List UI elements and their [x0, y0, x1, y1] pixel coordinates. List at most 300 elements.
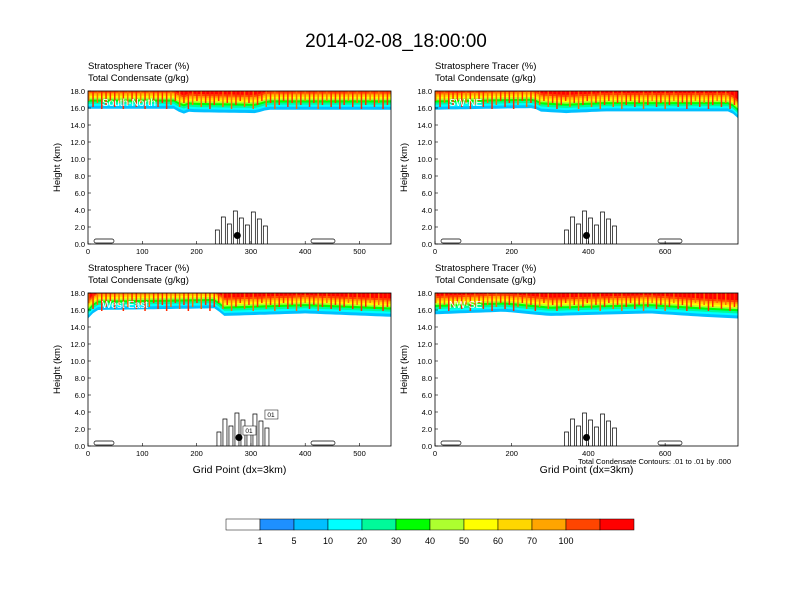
tracer-streak	[205, 91, 207, 103]
condensate-contour	[94, 239, 114, 243]
tracer-streak	[734, 91, 736, 105]
tracer-streak	[703, 91, 705, 103]
tracer-streak	[326, 91, 328, 101]
tracer-streak	[192, 91, 194, 105]
tracer-streak	[248, 293, 250, 305]
y-tick-label: 10.0	[70, 357, 85, 366]
tracer-streak	[339, 293, 341, 311]
panel-title: Stratosphere Tracer (%)	[435, 61, 537, 72]
tracer-streak	[587, 293, 589, 303]
y-tick-label: 8.0	[74, 172, 85, 181]
tracer-streak	[439, 91, 441, 107]
tracer-streak	[352, 293, 354, 309]
colorbar-label: 40	[424, 536, 436, 546]
tracer-streak	[504, 293, 506, 309]
panel-subtitle: Total Condensate (g/kg)	[88, 73, 189, 84]
colorbar-label: 50	[458, 536, 470, 546]
tracer-streak	[630, 91, 632, 101]
tracer-streak	[279, 293, 281, 307]
tracer-streak	[725, 293, 727, 305]
tracer-streak	[578, 293, 580, 311]
x-axis-label: Grid Point (dx=3km)	[192, 464, 287, 476]
colorbar-label: 10	[322, 536, 334, 546]
colorbar-swatch	[600, 519, 634, 530]
tracer-streak	[539, 293, 541, 307]
tracer-streak	[92, 293, 94, 309]
tracer-streak	[296, 293, 298, 311]
contour-label: 01	[267, 412, 275, 419]
y-tick-label: 12.0	[70, 138, 85, 147]
y-tick-label: 10.0	[417, 357, 432, 366]
condensate-contour	[215, 211, 267, 244]
tracer-streak	[483, 91, 485, 107]
tracer-streak	[196, 293, 198, 303]
x-tick-label: 200	[505, 247, 518, 256]
tracer-streak	[304, 293, 306, 303]
condensate-contour	[658, 441, 682, 445]
tracer-streak	[638, 91, 640, 103]
tracer-streak	[712, 293, 714, 307]
tracer-streak	[444, 293, 446, 305]
tracer-streak	[439, 293, 441, 309]
tracer-streak	[582, 293, 584, 307]
tracer-streak	[214, 91, 216, 105]
tracer-streak	[97, 91, 99, 103]
tracer-streak	[361, 293, 363, 311]
tracer-streak	[188, 91, 190, 109]
tracer-streak	[600, 91, 602, 109]
tracer-streak	[695, 293, 697, 303]
y-tick-label: 4.0	[74, 206, 85, 215]
tracer-streak	[656, 91, 658, 107]
tracer-streak	[300, 91, 302, 105]
tracer-streak	[352, 91, 354, 107]
tracer-streak	[509, 91, 511, 103]
y-tick-label: 10.0	[417, 155, 432, 164]
tracer-streak	[669, 91, 671, 105]
panel-location-label: SW-NE	[449, 98, 483, 109]
colorbar-label: 100	[558, 536, 574, 546]
tracer-streak	[183, 293, 185, 305]
tracer-streak	[335, 91, 337, 103]
tracer-streak	[543, 91, 545, 101]
tracer-streak	[582, 91, 584, 105]
tracer-streak	[317, 91, 319, 109]
tracer-streak	[231, 293, 233, 311]
tracer-streak	[526, 293, 528, 309]
x-tick-label: 100	[136, 449, 149, 458]
tracer-streak	[382, 293, 384, 311]
x-tick-label: 500	[353, 449, 366, 458]
condensate-contour	[441, 239, 461, 243]
tracer-streak	[175, 91, 177, 101]
tracer-streak	[595, 293, 597, 305]
colorbar-label: 30	[390, 536, 402, 546]
x-tick-label: 400	[582, 247, 595, 256]
tracer-streak	[539, 91, 541, 105]
tracer-streak	[348, 91, 350, 101]
tracer-streak	[496, 91, 498, 105]
tracer-streak	[522, 293, 524, 303]
tracer-streak	[378, 293, 380, 305]
tracer-streak	[287, 293, 289, 309]
x-tick-label: 600	[658, 247, 672, 256]
tracer-streak	[369, 91, 371, 101]
tracer-streak	[686, 293, 688, 311]
tracer-streak	[634, 293, 636, 309]
tracer-streak	[227, 91, 229, 103]
colorbar-swatch	[328, 519, 362, 530]
tracer-streak	[591, 91, 593, 107]
tracer-streak	[543, 293, 545, 303]
tracer-streak	[591, 293, 593, 309]
tracer-streak	[626, 91, 628, 105]
tracer-streak	[374, 293, 376, 309]
tracer-streak	[309, 293, 311, 309]
tracer-streak	[166, 293, 168, 311]
colorbar-label: 5	[291, 536, 297, 546]
tracer-streak	[300, 293, 302, 307]
tracer-streak	[296, 91, 298, 109]
y-tick-label: 6.0	[421, 189, 432, 198]
colorbar-swatch	[396, 519, 430, 530]
tracer-streak	[651, 293, 653, 303]
tracer-streak	[149, 293, 151, 307]
tracer-streak	[192, 293, 194, 307]
tracer-streak	[600, 293, 602, 311]
y-tick-label: 4.0	[421, 408, 432, 417]
y-tick-label: 6.0	[421, 391, 432, 400]
y-tick-label: 2.0	[421, 223, 432, 232]
tracer-streak	[227, 293, 229, 305]
tracer-streak	[613, 293, 615, 309]
tracer-streak	[231, 91, 233, 109]
tracer-streak	[535, 293, 537, 311]
tracer-streak	[556, 293, 558, 311]
tracer-streak	[188, 293, 190, 311]
condensate-contours	[94, 413, 335, 446]
y-tick-label: 8.0	[74, 374, 85, 383]
tracer-streak	[444, 91, 446, 103]
tracer-streak	[604, 293, 606, 307]
tracer-streak	[660, 293, 662, 305]
tracer-streak	[365, 91, 367, 105]
colorbar-swatch	[532, 519, 566, 530]
y-tick-label: 6.0	[74, 391, 85, 400]
y-tick-label: 8.0	[421, 172, 432, 181]
tracer-streak	[240, 91, 242, 101]
condensate-contour	[311, 239, 335, 243]
y-tick-label: 16.0	[417, 104, 432, 113]
tracer-streak	[257, 293, 259, 307]
condensate-contours	[441, 413, 682, 446]
tracer-streak	[695, 91, 697, 101]
tracer-streak	[361, 91, 363, 109]
tracer-streak	[708, 293, 710, 311]
x-tick-label: 0	[85, 247, 91, 256]
colorbar-swatch	[498, 519, 532, 530]
tracer-streak	[201, 293, 203, 309]
tracer-streak	[651, 91, 653, 101]
condensate-contours	[94, 211, 335, 244]
tracer-streak	[162, 293, 164, 305]
tracer-streak	[253, 293, 255, 311]
tracer-streak	[205, 293, 207, 305]
panel-subtitle: Total Condensate (g/kg)	[435, 275, 536, 286]
colorbar-swatch	[362, 519, 396, 530]
tracer-streak	[261, 293, 263, 303]
tracer-streak	[656, 293, 658, 309]
tracer-streak	[387, 293, 389, 307]
colorbar-swatch	[430, 519, 464, 530]
tracer-streak	[500, 293, 502, 303]
location-marker	[583, 232, 590, 239]
colorbar-swatch	[566, 519, 600, 530]
tracer-streak	[526, 91, 528, 107]
tracer-streak	[201, 91, 203, 107]
tracer-streak	[634, 91, 636, 107]
tracer-streak	[222, 91, 224, 107]
tracer-streak	[690, 293, 692, 307]
colorbar-label: 70	[526, 536, 538, 546]
panel-1	[52, 87, 391, 256]
tracer-streak	[569, 293, 571, 309]
tracer-streak	[253, 91, 255, 109]
tracer-streak	[673, 293, 675, 303]
contour-note: Total Condensate Contours: .01 to .01 by .000	[578, 457, 732, 466]
tracer-streak	[335, 293, 337, 305]
tracer-streak	[322, 293, 324, 307]
tracer-streak	[574, 91, 576, 103]
y-tick-label: 8.0	[421, 374, 432, 383]
y-tick-label: 14.0	[70, 121, 85, 130]
plot-frame	[88, 293, 391, 446]
tracer-streak	[387, 91, 389, 105]
tracer-streak	[535, 91, 537, 109]
panel-4	[399, 289, 738, 476]
tracer-streak	[283, 91, 285, 101]
y-tick-label: 2.0	[74, 425, 85, 434]
tracer-streak	[729, 91, 731, 109]
tracer-streak	[500, 91, 502, 101]
tracer-streak	[552, 91, 554, 103]
tracer-streak	[734, 293, 736, 307]
y-tick-label: 10.0	[70, 155, 85, 164]
tracer-streak	[487, 293, 489, 305]
tracer-streak	[196, 91, 198, 101]
condensate-contour	[311, 441, 335, 445]
tracer-streak	[274, 293, 276, 311]
colorbar-swatch	[226, 519, 260, 530]
x-tick-label: 400	[298, 247, 312, 256]
panel-title: Stratosphere Tracer (%)	[88, 61, 190, 72]
tracer-streak	[509, 293, 511, 305]
tracer-streak	[587, 91, 589, 101]
tracer-streak	[708, 91, 710, 109]
x-tick-label: 200	[190, 247, 203, 256]
tracer-streak	[517, 293, 519, 307]
location-marker	[583, 434, 590, 441]
tracer-streak	[522, 91, 524, 101]
y-tick-label: 16.0	[70, 306, 85, 315]
tracer-streak	[313, 293, 315, 305]
y-tick-label: 14.0	[417, 323, 432, 332]
colorbar-label: 1	[257, 536, 263, 546]
condensate-contour	[94, 441, 114, 445]
tracer-streak	[266, 293, 268, 309]
tracer-streak	[179, 293, 181, 309]
x-tick-label: 600	[658, 449, 672, 458]
tracer-streak	[561, 293, 563, 307]
tracer-streak	[574, 293, 576, 305]
tracer-streak	[664, 293, 666, 311]
x-tick-label: 200	[190, 449, 203, 458]
tracer-streak	[669, 293, 671, 307]
tracer-streak	[343, 293, 345, 307]
tracer-streak	[721, 91, 723, 107]
y-axis-label: Height (km)	[399, 142, 410, 193]
tracer-streak	[617, 293, 619, 305]
tracer-streak	[513, 91, 515, 109]
tracer-streak	[699, 293, 701, 309]
tracer-streak	[608, 91, 610, 101]
condensate-contour	[441, 441, 461, 445]
tracer-streak	[552, 293, 554, 305]
x-tick-label: 400	[582, 449, 595, 458]
condensate-contour	[565, 413, 617, 446]
tracer-streak	[309, 91, 311, 107]
tracer-streak	[725, 91, 727, 103]
tracer-streak	[595, 91, 597, 103]
panel-2	[399, 87, 738, 256]
y-tick-label: 12.0	[417, 138, 432, 147]
y-tick-label: 12.0	[70, 340, 85, 349]
tracer-streak	[343, 91, 345, 105]
tracer-streak	[313, 91, 315, 103]
tracer-streak	[218, 91, 220, 101]
tracer-streak	[604, 91, 606, 105]
x-tick-label: 0	[432, 247, 438, 256]
tracer-streak	[617, 91, 619, 103]
tracer-streak	[162, 91, 164, 103]
tracer-streak	[322, 91, 324, 105]
tracer-streak	[608, 293, 610, 303]
tracer-streak	[209, 91, 211, 109]
tracer-streak	[348, 293, 350, 303]
tracer-streak	[517, 91, 519, 105]
y-tick-label: 2.0	[74, 223, 85, 232]
panel-subtitle: Total Condensate (g/kg)	[435, 73, 536, 84]
tracer-streak	[261, 91, 263, 101]
tracer-streak	[491, 91, 493, 109]
tracer-streak	[179, 91, 181, 107]
tracer-streak	[222, 293, 224, 309]
x-axis-label: Grid Point (dx=3km)	[539, 464, 634, 476]
tracer-streak	[317, 293, 319, 311]
tracer-streak	[287, 91, 289, 107]
tracer-streak	[565, 91, 567, 101]
tracer-streak	[326, 293, 328, 303]
condensate-contours	[441, 211, 682, 244]
location-marker	[234, 232, 241, 239]
tracer-streak	[274, 91, 276, 109]
x-tick-label: 0	[85, 449, 91, 458]
tracer-streak	[291, 91, 293, 103]
tracer-streak	[513, 293, 515, 311]
panel-title: Stratosphere Tracer (%)	[88, 263, 190, 274]
tracer-streak	[721, 293, 723, 309]
tracer-streak	[686, 91, 688, 109]
tracer-streak	[483, 293, 485, 309]
y-tick-label: 4.0	[421, 206, 432, 215]
tracer-streak	[257, 91, 259, 105]
tracer-streak	[548, 91, 550, 107]
panel-3	[52, 289, 391, 476]
tracer-streak	[248, 91, 250, 103]
y-tick-label: 0.0	[421, 442, 432, 451]
tracer-streak	[565, 293, 567, 303]
x-tick-label: 400	[298, 449, 312, 458]
tracer-streak	[621, 293, 623, 311]
y-tick-label: 14.0	[70, 323, 85, 332]
tracer-streak	[157, 293, 159, 309]
y-tick-label: 18.0	[70, 289, 85, 298]
panel-title: Stratosphere Tracer (%)	[435, 263, 537, 274]
x-tick-label: 100	[136, 247, 149, 256]
tracer-streak	[556, 91, 558, 109]
colorbar	[226, 519, 634, 546]
tracer-streak	[682, 91, 684, 103]
tracer-streak	[270, 91, 272, 103]
panel-location-label: NW-SE	[449, 300, 483, 311]
figure-title: 2014-02-08_18:00:00	[305, 31, 487, 52]
y-tick-label: 4.0	[74, 408, 85, 417]
tracer-streak	[235, 91, 237, 105]
tracer-streak	[569, 91, 571, 107]
tracer-streak	[214, 293, 216, 307]
x-tick-label: 300	[244, 247, 258, 256]
tracer-streak	[712, 91, 714, 105]
tracer-streak	[291, 293, 293, 305]
tracer-streak	[235, 293, 237, 307]
tracer-streak	[626, 293, 628, 307]
tracer-streak	[244, 293, 246, 309]
panel-location-label: West-East	[102, 300, 148, 311]
tracer-streak	[578, 91, 580, 109]
colorbar-swatch	[464, 519, 498, 530]
tracer-streak	[266, 91, 268, 107]
tracer-streak	[183, 91, 185, 103]
tracer-streak	[682, 293, 684, 305]
colorbar-label: 20	[356, 536, 368, 546]
x-tick-label: 0	[432, 449, 438, 458]
tracer-streak	[630, 293, 632, 303]
tracer-streak	[530, 293, 532, 305]
tracer-streak	[548, 293, 550, 309]
condensate-contour	[565, 211, 617, 244]
tracer-streak	[561, 91, 563, 105]
tracer-streak	[270, 293, 272, 305]
tracer-streak	[365, 293, 367, 307]
y-tick-label: 6.0	[74, 189, 85, 198]
x-tick-label: 300	[244, 449, 258, 458]
tracer-streak	[283, 293, 285, 303]
tracer-streak	[240, 293, 242, 303]
tracer-streak	[97, 293, 99, 305]
tracer-streak	[716, 91, 718, 101]
panel-subtitle: Total Condensate (g/kg)	[88, 275, 189, 286]
y-tick-label: 14.0	[417, 121, 432, 130]
